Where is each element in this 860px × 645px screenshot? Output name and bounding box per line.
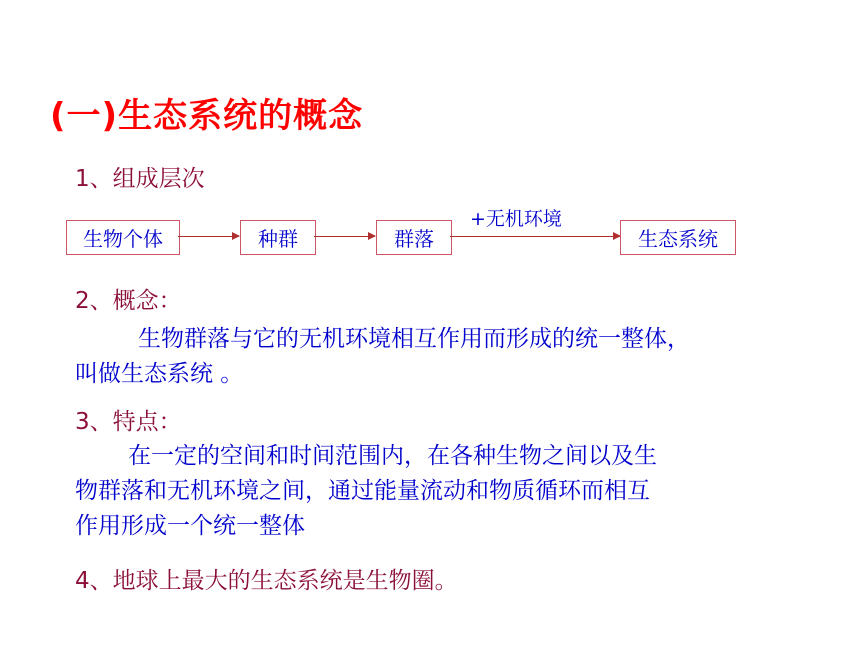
page-title: (一)生态系统的概念 [50, 96, 364, 136]
section-3-heading: 3、特点： [75, 409, 182, 435]
flow-arrow-1 [178, 236, 239, 237]
flow-arrow-2 [314, 236, 375, 237]
section-3-line-2: 物群落和无机环境之间，通过能量流动和物质循环而相互 [75, 478, 650, 504]
section-2-line-1: 生物群落与它的无机环境相互作用而形成的统一整体， [138, 326, 690, 352]
flow-box-population: 种群 [240, 220, 316, 255]
flow-box-community: 群落 [376, 220, 452, 255]
flow-box-individual: 生物个体 [66, 220, 180, 255]
section-2-line-2: 叫做生态系统 。 [75, 361, 244, 387]
section-4-text: 4、地球上最大的生态系统是生物圈。 [75, 568, 458, 594]
flow-box-ecosystem: 生态系统 [620, 220, 736, 255]
flow-arrow-label: +无机环境 [470, 208, 562, 230]
section-3-line-3: 作用形成一个统一整体 [75, 513, 305, 539]
section-1-heading: 1、组成层次 [75, 166, 205, 192]
flow-arrow-3 [450, 236, 620, 237]
section-2-heading: 2、概念： [75, 288, 182, 314]
section-3-line-1: 在一定的空间和时间范围内，在各种生物之间以及生 [128, 443, 657, 469]
